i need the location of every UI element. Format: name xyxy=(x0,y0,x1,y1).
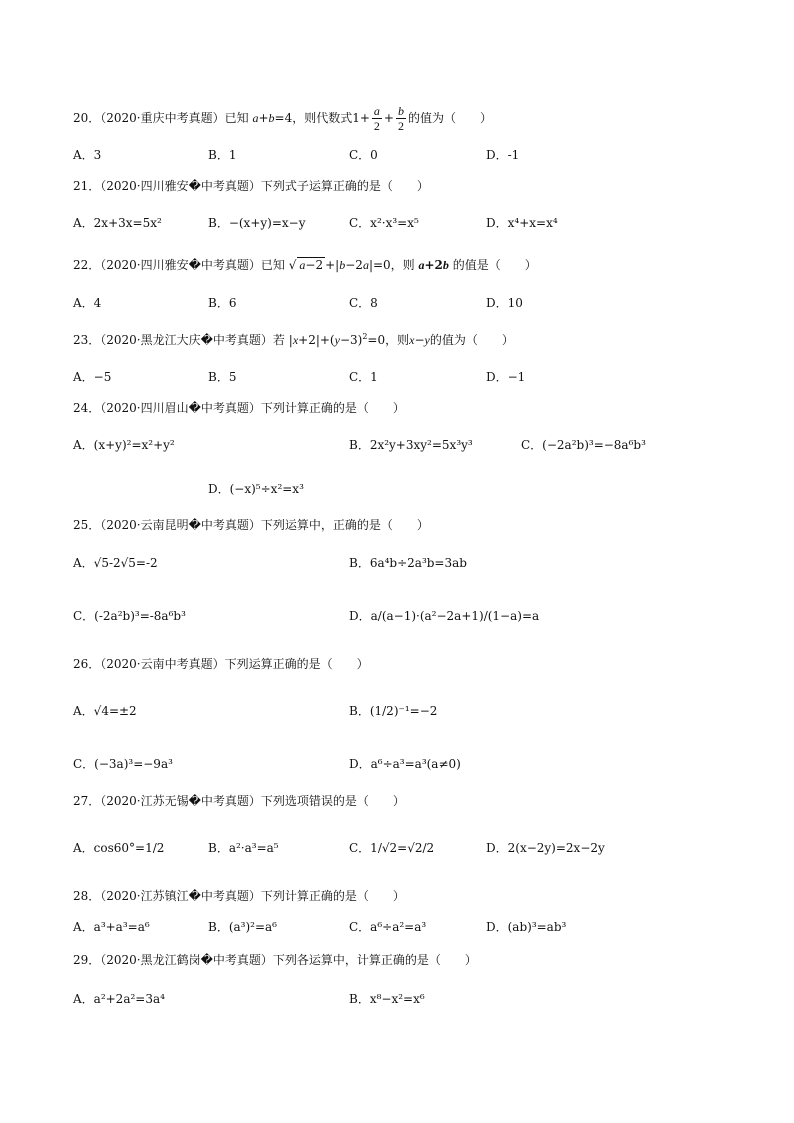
q26-option-a[interactable]: A．√4=±2 xyxy=(73,704,137,718)
q28-option-c[interactable]: C．a⁶÷a²=a³ xyxy=(349,920,427,934)
q28-option-b[interactable]: B．(a³)²=a⁶ xyxy=(208,920,277,934)
question-21-options xyxy=(73,214,733,234)
question-27-options xyxy=(73,839,733,859)
q20-option-d[interactable]: D．-1 xyxy=(486,148,520,162)
q23-option-b[interactable]: B．5 xyxy=(208,370,237,384)
question-25-options xyxy=(73,554,733,574)
question-24-stem: 24．（2020·四川眉山�中考真题）下列计算正确的是（ ） xyxy=(73,401,405,415)
q21-option-b[interactable]: B．−(x+y)=x−y xyxy=(208,216,306,230)
question-24-options-2 xyxy=(73,480,733,500)
q24-option-a[interactable]: A．(x+y)²=x²+y² xyxy=(73,438,175,452)
q20-option-b[interactable]: B．1 xyxy=(208,148,237,162)
question-22-stem xyxy=(73,256,537,273)
q29-option-a[interactable]: A．a²+2a²=3a⁴ xyxy=(73,992,165,1006)
q23-option-a[interactable]: A．−5 xyxy=(73,370,112,384)
q29-option-b[interactable]: B．x⁸−x²=x⁶ xyxy=(349,992,425,1006)
q24-option-c[interactable]: C．(−2a²b)³=−8a⁶b³ xyxy=(521,438,646,452)
q25-option-d[interactable]: D．a/(a−1)·(a²−2a+1)/(1−a)=a xyxy=(349,609,540,623)
question-26-stem: 26．（2020·云南中考真题）下列运算正确的是（ ） xyxy=(73,657,369,671)
q27-option-d[interactable]: D．2(x−2y)=2x−2y xyxy=(486,841,605,855)
question-25-stem: 25．（2020·云南昆明�中考真题）下列运算中，正确的是（ ） xyxy=(73,518,429,532)
q24-option-b[interactable]: B．2x²y+3xy²=5x³y³ xyxy=(349,438,473,452)
question-29-options xyxy=(73,990,733,1010)
q20-option-a[interactable]: A．3 xyxy=(73,148,102,162)
question-21-stem: 21．（2020·四川雅安�中考真题）下列式子运算正确的是（ ） xyxy=(73,179,429,193)
question-28-options xyxy=(73,918,733,938)
q28-option-d[interactable]: D．(ab)³=ab³ xyxy=(486,920,567,934)
question-22-options xyxy=(73,294,733,314)
q22-option-d[interactable]: D．10 xyxy=(486,296,523,310)
q25-option-c[interactable]: C．(-2a²b)³=-8a⁶b³ xyxy=(73,609,186,623)
question-24-options xyxy=(73,436,733,456)
question-27-stem: 27．（2020·江苏无锡�中考真题）下列选项错误的是（ ） xyxy=(73,794,405,808)
question-20-prefix: 20．（2020·重庆中考真题）已知 xyxy=(73,111,249,125)
question-20-stem xyxy=(73,104,492,133)
q22-option-a[interactable]: A．4 xyxy=(73,296,102,310)
question-20-formula: a+b=4，则代数式1+ $\frac{a}{2}$ + $\frac{b}{2}$ 的值为（ ） xyxy=(252,104,492,133)
question-22-prefix: 22．（2020·四川雅安�中考真题）已知 xyxy=(73,258,285,272)
q28-option-a[interactable]: A．a³+a³=a⁶ xyxy=(73,920,150,934)
q22-option-c[interactable]: C．8 xyxy=(349,296,378,310)
q21-option-a[interactable]: A．2x+3x=5x² xyxy=(73,216,162,230)
q21-option-d[interactable]: D．x⁴+x=x⁴ xyxy=(486,216,558,230)
q26-option-c[interactable]: C．(−3a)³=−9a³ xyxy=(73,757,173,771)
q27-option-c[interactable]: C．1/√2=√2/2 xyxy=(349,841,435,855)
q22-option-b[interactable]: B．6 xyxy=(208,296,237,310)
q23-option-d[interactable]: D．−1 xyxy=(486,370,526,384)
q26-option-d[interactable]: D．a⁶÷a³=a³(a≠0) xyxy=(349,757,461,771)
q24-option-d[interactable]: D．(−x)⁵÷x²=x³ xyxy=(208,482,304,496)
q23-option-c[interactable]: C．1 xyxy=(349,370,378,384)
q27-option-a[interactable]: A．cos60°=1/2 xyxy=(73,841,165,855)
question-26-options xyxy=(73,702,733,722)
question-28-stem: 28．（2020·江苏镇江�中考真题）下列计算正确的是（ ） xyxy=(73,889,405,903)
q20-option-c[interactable]: C．0 xyxy=(349,148,378,162)
q26-option-b[interactable]: B．(1/2)⁻¹=−2 xyxy=(349,704,438,718)
question-23-formula: $|x+2|+(y-3)^2=0$，则x−y的值为（ ） xyxy=(288,332,514,347)
question-29-stem: 29．（2020·黑龙江鹤岗�中考真题）下列各运算中，计算正确的是（ ） xyxy=(73,953,477,967)
q21-option-c[interactable]: C．x²·x³=x⁵ xyxy=(349,216,419,230)
question-23-options xyxy=(73,368,733,388)
q25-option-b[interactable]: B．6a⁴b÷2a³b=3ab xyxy=(349,556,467,570)
question-26-options-2 xyxy=(73,755,733,775)
question-22-formula: √ a−2 +|b−2a|=0，则 a+2b 的值是（ ） xyxy=(288,258,537,272)
q25-option-a[interactable]: A．√5-2√5=-2 xyxy=(73,556,158,570)
q27-option-b[interactable]: B．a²·a³=a⁵ xyxy=(208,841,279,855)
question-23-stem xyxy=(73,331,514,348)
question-25-options-2 xyxy=(73,607,733,627)
question-20-options xyxy=(73,146,733,166)
question-23-prefix: 23．（2020·黑龙江大庆�中考真题）若 xyxy=(73,333,285,347)
